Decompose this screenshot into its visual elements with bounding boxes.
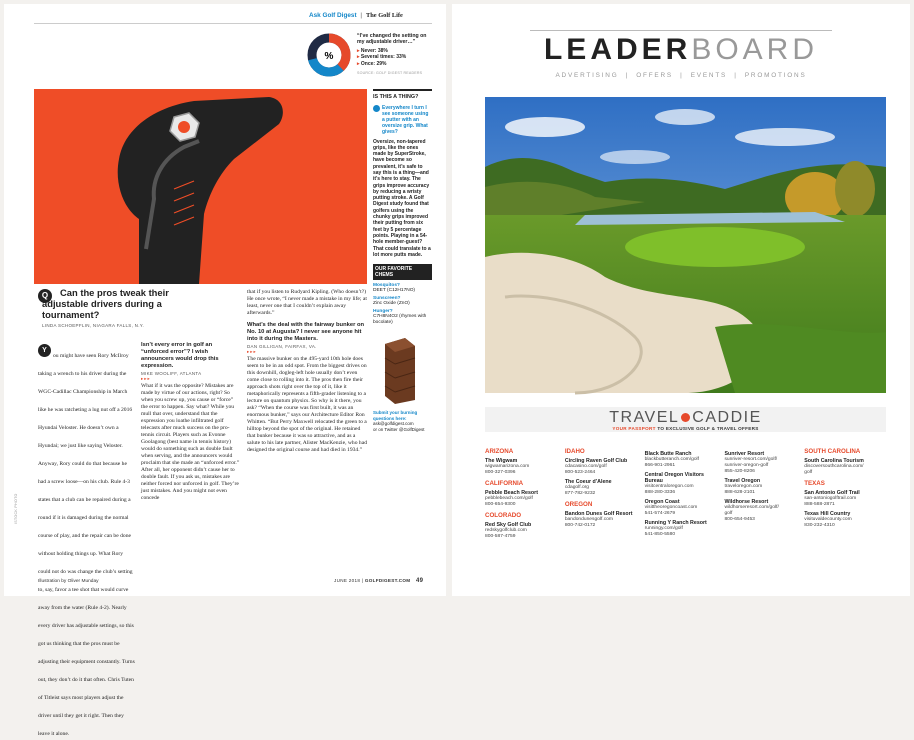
poll-option-several: ▸ Several times: 33%: [357, 54, 407, 61]
left-page: [4, 4, 446, 737]
state-heading: OREGON: [564, 501, 593, 508]
q1-text: ou might have seen Rory McIlroy taking a wrench to his driver during the WGC-Cadillac Championship in March like he was ratcheting a lug nut off a 2016 Hyundai Veloster. He doesn’t own a Hyundai; we just like saying Veloster. Anyway, Rory could do that because he had a screw loose—on his club. Rule 4-3 states that a club can be repaired during a round if it is damaged during the normal course of play, and the repair can be done without holding things up. What Rory could not do was change the club’s setting to, say, favor a tee shot that would curve away from the water (Rule 4-2). Nearly every driver has adjustable settings, so this got us thinking that the pros must be adjusting their equipment constantly. Turns out, they don’t do it that often. Chris Tuten of Titleist says most players adjust the driver until they get it right. Then they leave it alone.: [38, 353, 135, 737]
listing-contact[interactable]: redskygolfclub.com: [485, 528, 527, 533]
page-header: [309, 12, 403, 19]
listing-contact[interactable]: 855-420-8206: [724, 469, 755, 474]
listing-name: Sunriver Resort: [724, 451, 765, 457]
listing-contact[interactable]: runningy.com/golf: [644, 526, 683, 531]
state-heading: ARIZONA: [485, 448, 514, 455]
sidebar: [373, 89, 432, 535]
listing-contact[interactable]: golf: [804, 470, 813, 475]
sidebar-question: Everywhere I turn I see someone using a putter with an oversize grip. What gives?: [373, 105, 432, 136]
percent-icon: %: [324, 51, 334, 62]
page-footer: JUNE 2018 | GOLFDIGEST.COM 49: [334, 578, 424, 584]
listing-contact[interactable]: 888-588-2871: [804, 502, 835, 507]
listing-contact[interactable]: visituvaldecounty.com: [804, 517, 852, 522]
dropcap: Y: [38, 344, 51, 357]
q2-byline: MIKE WOOLIFF, ATLANTA: [141, 371, 202, 376]
listing-contact[interactable]: 830-232-4310: [804, 523, 835, 528]
subsection-label: The Golf Life: [365, 12, 403, 19]
wrench-driver-illustration: [34, 89, 367, 284]
listing-name: Oregon Coast: [644, 499, 680, 505]
title-light: BOARD: [691, 33, 819, 66]
q1-headline: [42, 288, 202, 328]
title-rule-left: [530, 30, 832, 31]
header-rule: [34, 23, 432, 24]
listing-column: [565, 448, 642, 540]
q3-text: The massive bunker on the 495-yard 10th hole does seem to be in an odd spot. From the biggest drives on this downhill, dogleg-left hole usually don’t even come close to rolling into it. The pros then fire their approach shots right over the top of it, like it metaphorically represents a fifth-grader listening to a lecture on quantum physics. So why is it there, you ask? “When the course was first built, it was an enormous bunker,” says our Architecture Editor Ron Whitten. “But Perry Maxwell relocated the green to a hilltop beyond the spot of the original. He retained that bunker because it was so attractive, and as a salute to his late partner, Alister MacKenzie, who had designed the original course and had died in 1934.”: [247, 356, 368, 453]
listing-contact[interactable]: traveloregon.com: [724, 484, 763, 489]
state-heading: TEXAS: [804, 480, 825, 487]
section-label: Ask Golf Digest: [309, 12, 357, 19]
q3-column: [247, 289, 367, 577]
listing-contact[interactable]: 866-901-2961: [644, 463, 676, 468]
submit-block: [373, 410, 432, 432]
listing-contact[interactable]: 877-782-9232: [564, 491, 596, 496]
q1-title: Can the pros tweak their adjustable drivers during a tournament?: [42, 287, 169, 320]
listing-name: San Antonio Golf Trail: [804, 490, 860, 496]
state-heading: SOUTH CAROLINA: [804, 448, 861, 455]
listing-contact[interactable]: 800-742-0172: [564, 523, 596, 528]
minus-icon: [373, 105, 380, 112]
listing-contact[interactable]: wigwamarizona.com: [485, 464, 530, 469]
listing-contact[interactable]: 800-327-0396: [485, 470, 516, 475]
listing-contact[interactable]: san-antoniogolftrail.com: [804, 496, 857, 501]
header-separator: |: [360, 12, 363, 19]
golf-ball-icon: [681, 413, 690, 422]
chem-title: OUR FAVORITE CHEMS: [373, 264, 432, 280]
poll-text: [357, 33, 435, 75]
listing-contact[interactable]: 888-280-3336: [644, 490, 676, 495]
listing-name: Circling Raven Golf Club: [564, 458, 628, 464]
listing-name: Travel Oregon: [724, 478, 761, 484]
listing-grid: [485, 448, 886, 540]
q2-title: Isn’t every error in golf an “unforced error”? I wish announcers would drop this expression.: [141, 342, 219, 369]
q2-text: What if it was the opposite? Mistakes are made by virtue of our actions, right? So when you screw up, you cause or “force” the error to happen. Say what? While you mull that over, understand that the expression you loathe infiltrated golf telecasts after much success on the pro-tennis circuit. Players such as Evonne Goolagong (best name in tennis history) would do something such as double fault when serving, and the announcers would proclaim that she made an “unforced error.” After all, her opponent didn’t cause her to double fault. If you ask us, mistakes are neither forced nor unforced in golf. They’re just mistakes. And you might not even concede: [141, 383, 240, 501]
illustration-credit: Illustration by Oliver Munday: [38, 579, 99, 584]
title-bold: LEADER: [543, 33, 692, 66]
state-heading: COLORADO: [485, 512, 522, 519]
listing-contact[interactable]: visitcentraloregon.com: [644, 484, 694, 489]
footer-site: GOLFDIGEST.COM: [364, 578, 411, 583]
submit-email[interactable]: ask@golfdigest.com: [373, 421, 414, 427]
listing-contact[interactable]: golf: [724, 511, 733, 516]
listing-contact[interactable]: 541-574-2679: [644, 511, 676, 516]
q2-text-continued: that if you listen to Rudyard Kipling. (Who doesn’t?) He once wrote, “I never made a mistake in my life; at least, never one that I couldn’t explain away afterwards.”: [247, 289, 367, 316]
listing-column: [724, 448, 801, 540]
poll-donut: [306, 32, 352, 78]
listing-name: Texas Hill Country: [804, 511, 851, 517]
listing-name: Red Sky Golf Club: [485, 522, 532, 528]
listing-contact[interactable]: visittheoregoncoast.com: [644, 505, 698, 510]
right-page: [452, 4, 910, 596]
listing-contact[interactable]: 800-654-9453: [724, 517, 755, 522]
state-heading: CALIFORNIA: [485, 480, 524, 487]
q3-byline: DAN GILLIGAN, FAIRFAX, VA.: [247, 344, 317, 349]
chem-item: Sunscreen? Zinc Oxide (ZnO): [373, 296, 410, 307]
logo-tagline: YOUR PASSPORT TO EXCLUSIVE GOLF & TRAVEL OFFERS: [612, 426, 759, 431]
submit-twitter[interactable]: or on Twitter @GolfDigest: [373, 426, 425, 432]
q3-arrows: ▸▸▸: [247, 349, 257, 354]
poll-options: [357, 48, 435, 68]
travel-caddie-logo: TRAVEL CADDIE: [609, 409, 762, 426]
poll-source: SOURCE: GOLF DIGEST READERS: [357, 71, 423, 76]
listing-contact[interactable]: discoversouthcarolina.com/: [804, 464, 864, 469]
listing-name: The Coeur d’Alene: [564, 479, 612, 485]
listing-contact[interactable]: blackbutteranch.com/golf: [644, 457, 699, 462]
golf-course-photo: [485, 97, 886, 393]
listing-contact[interactable]: cdagolf.org: [564, 485, 590, 490]
submit-label: Submit your burning questions here:: [373, 410, 418, 421]
listing-contact[interactable]: 888-628-2101: [724, 490, 755, 495]
q2-arrows: ▸▸▸: [141, 376, 151, 381]
state-heading: IDAHO: [564, 448, 585, 455]
listing-contact[interactable]: cdacasino.com/golf: [564, 464, 607, 469]
page-number: 49: [415, 578, 424, 584]
chem-list: [373, 283, 432, 326]
sidebar-title: IS THIS A THING?: [373, 94, 419, 100]
leaderboard-title: [452, 33, 910, 67]
listing-column: [804, 448, 886, 540]
listing-contact[interactable]: sunriver-resort.com/golf/: [724, 457, 778, 462]
listing-name: Bandon Dunes Golf Resort: [564, 511, 633, 517]
listing-contact[interactable]: 541-850-5580: [644, 532, 676, 537]
listing-contact[interactable]: sunriver-oregon-golf: [724, 463, 769, 468]
listing-column: [485, 448, 562, 540]
poll-question: “I’ve changed the setting on my adjustable driver…”: [357, 33, 427, 46]
chocolate-image: [379, 334, 419, 404]
listing-name: South Carolina Tourism: [804, 458, 864, 464]
listing-column: [645, 448, 722, 540]
listing-contact[interactable]: pebblebeach.com/golf: [485, 496, 533, 501]
leaderboard-subtitle: ADVERTISING | OFFERS | EVENTS | PROMOTIONS: [555, 72, 807, 79]
q3-title: What’s the deal with the fairway bunker on No. 10 at Augusta? I never see anyone hit into it during the Masters.: [247, 322, 365, 342]
listing-name: Black Butte Ranch: [644, 451, 692, 457]
q2-block: [141, 342, 241, 577]
listing-name: Pebble Beach Resort: [485, 490, 538, 496]
poll-option-never: ▸ Never: 38%: [357, 47, 388, 54]
issue-date: JUNE 2018: [334, 578, 361, 583]
listing-contact[interactable]: 800-654-9300: [485, 502, 516, 507]
listing-contact[interactable]: wildhorseresort.com/golf/: [724, 505, 779, 510]
side-credit: ISTOCK PHOTO: [14, 493, 18, 524]
chem-item: Hunger? C7H8N4O2 (rhymes with bocolate): [373, 309, 427, 326]
travel-caddie-banner: [485, 407, 886, 432]
listing-contact[interactable]: bandondunesgolf.com: [564, 517, 613, 522]
listing-name: The Wigwam: [485, 458, 518, 464]
listing-contact[interactable]: 800-523-2464: [564, 470, 596, 475]
poll-option-once: ▸ Once: 29%: [357, 60, 387, 67]
chem-item: Mosquitos? DEET (C12H17NO): [373, 283, 416, 294]
listing-name: Running Y Ranch Resort: [644, 520, 707, 526]
listing-contact[interactable]: 800-587-4759: [485, 534, 516, 539]
q1-byline: LINDA SCHOEPFLIN, NIAGARA FALLS, N.Y.: [42, 323, 145, 329]
listing-name: Central Oregon Visitors Bureau: [644, 472, 704, 484]
sidebar-answer: Oversize, non-tapered grips, like the ones made by SuperStroke, have become so prevalent, it’s safe to say this is a thing—and it’s here to stay. The grips improve accuracy by reducing a wristy putting stroke. A Golf Digest study found that golfers using the chunky grips improved their putting from six feet by 5 percentage points. Playing in a 54-hole member-guest? That could translate to a lot more putts made.: [373, 138, 431, 258]
question-badge: Q: [38, 289, 52, 303]
listing-name: Wildhorse Resort: [724, 499, 769, 505]
